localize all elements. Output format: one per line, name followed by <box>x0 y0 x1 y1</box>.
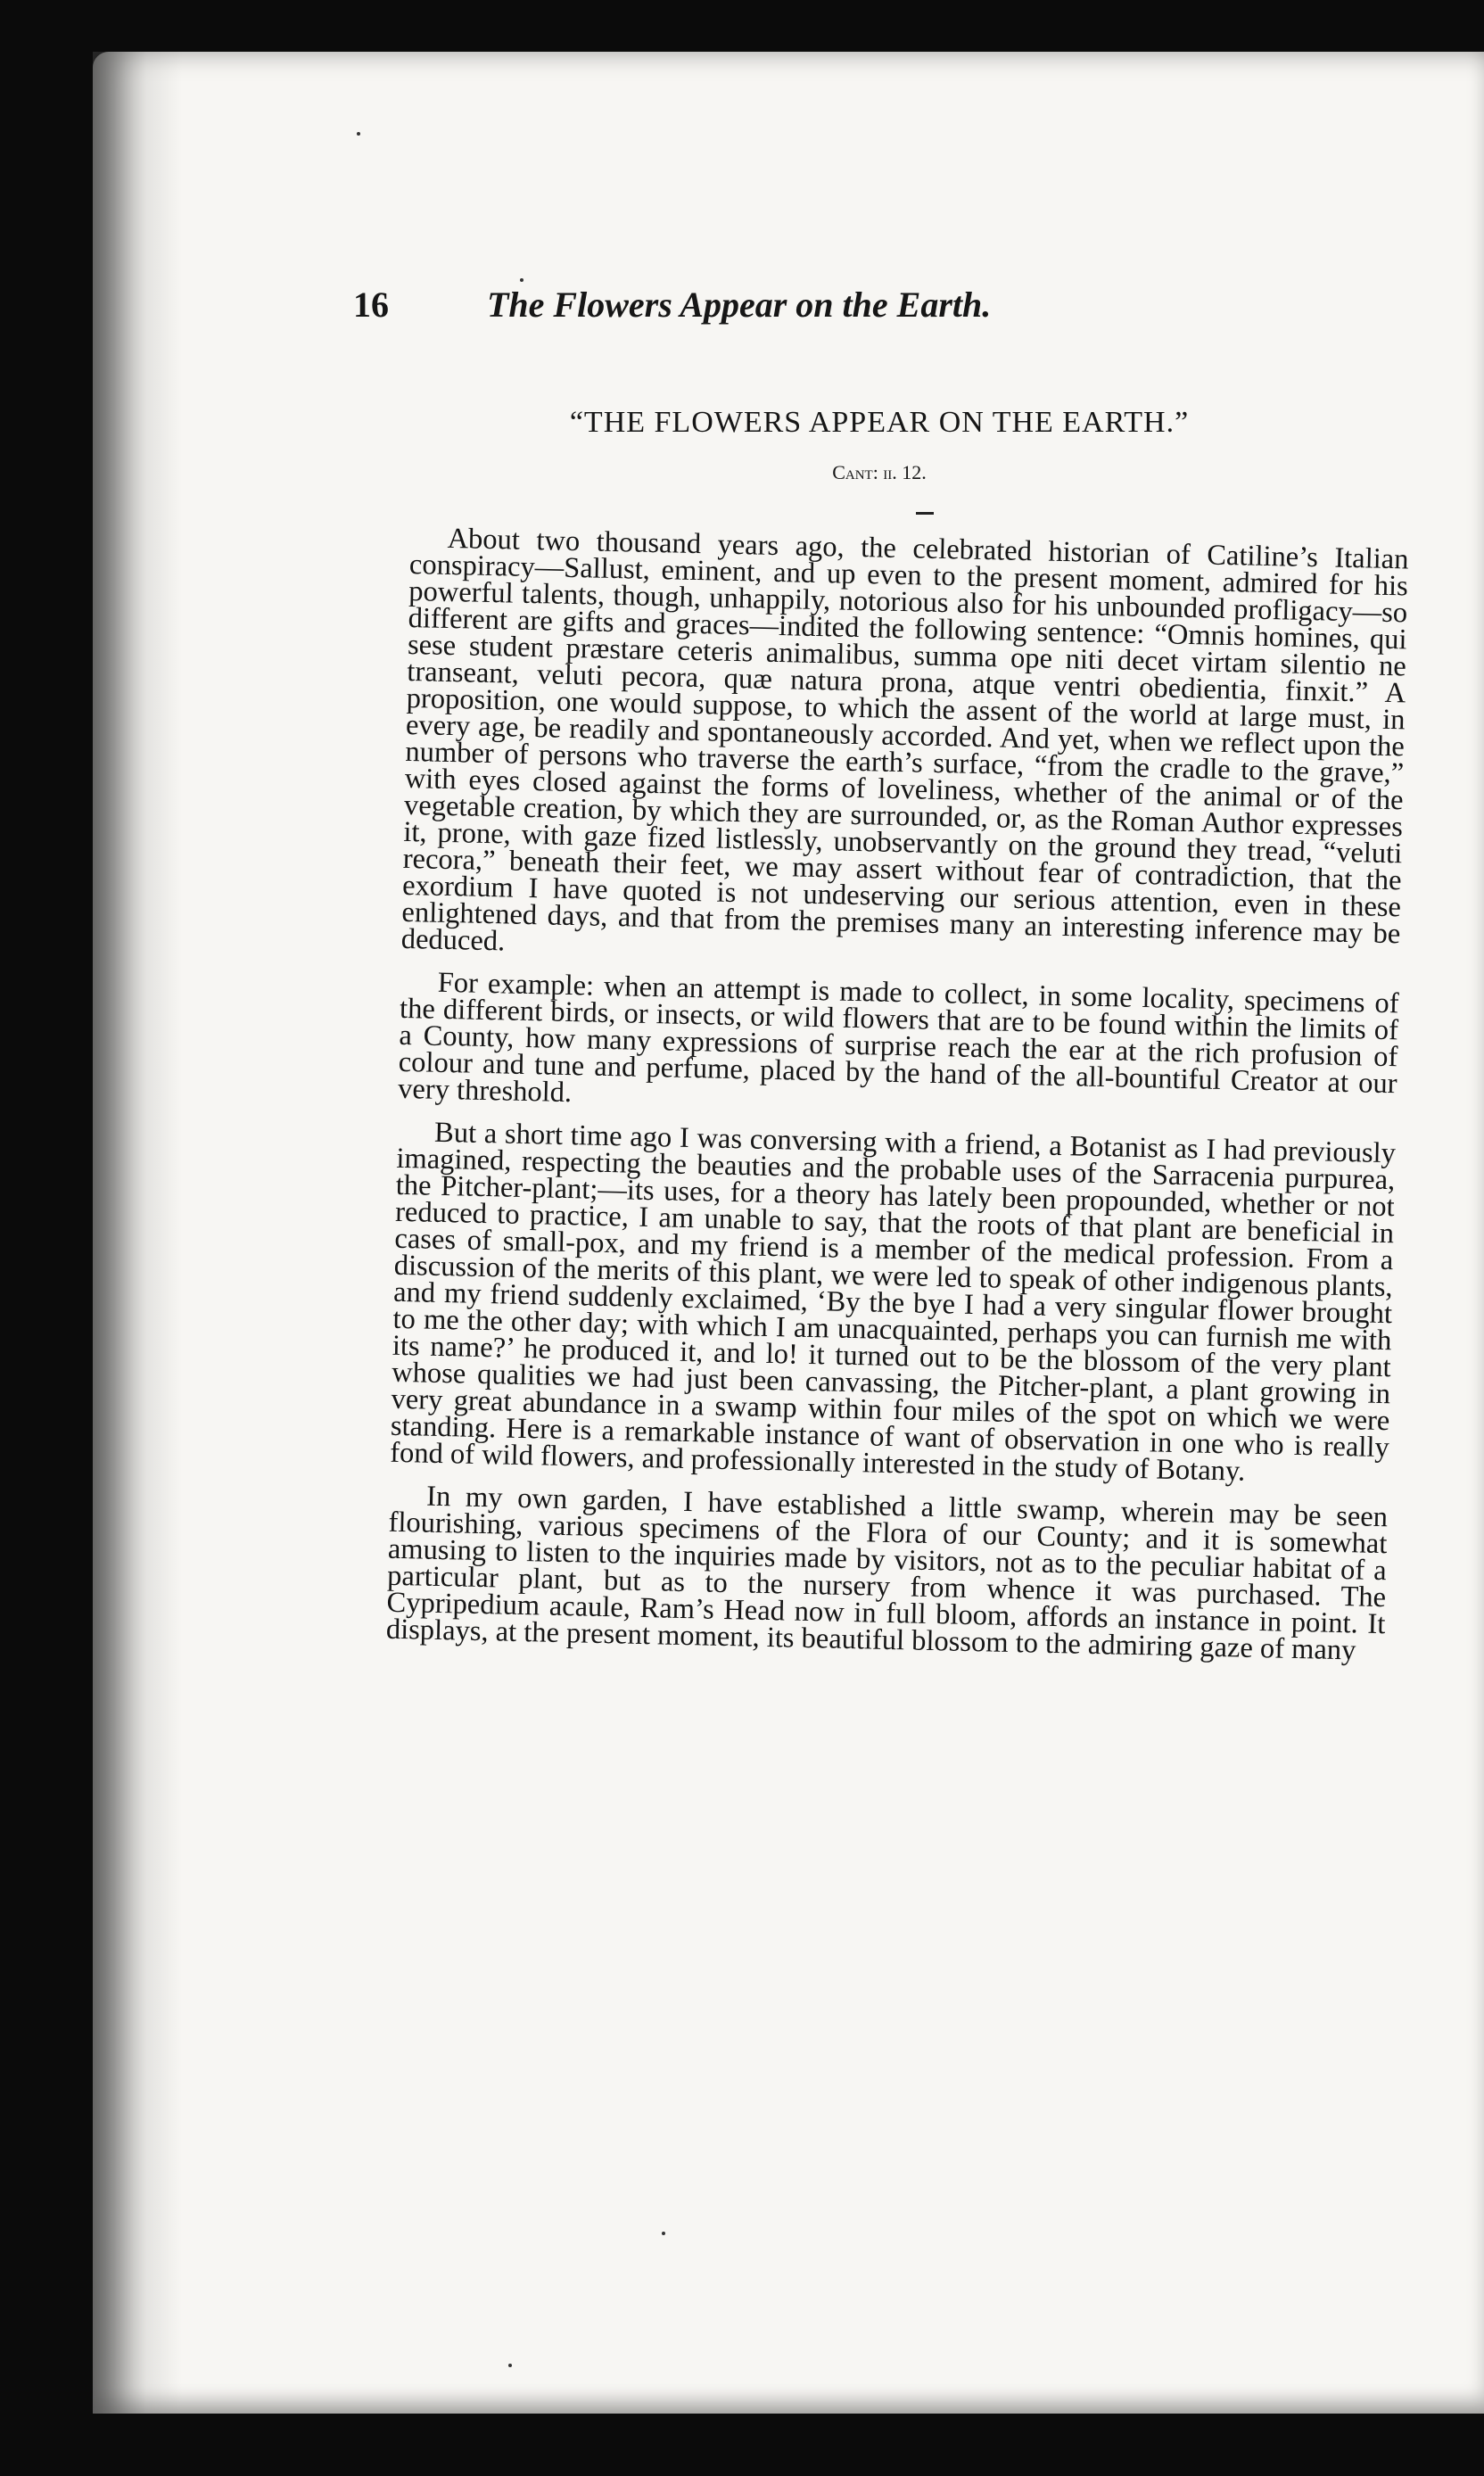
paragraph-4: In my own garden, I have established a little swamp, wherein may be seen flourishing, various specimens of the Flora of our County; and it is somewhat amusing to listen to the inquiries made by visitors, not as to the peculiar habitat of a particular plant, but as to the nursery from whence it was purchased. The Cypripedium acaule, Ram’s Head now in full bloom, affords an instance in point. It displays, at the present moment, its beautiful blossom to the admiring gaze of many <box>385 1480 1389 1667</box>
paragraph-2: For example: when an attempt is made to collect, in some locality, specimens of the different birds, or insects, or wild flowers that are to be found within the limits of a County, how many expressions of surprise reach the ear at the rich profusion of colour and tune and perfume, placed by the hand of the all-bountiful Creator at our very threshold. <box>397 966 1399 1110</box>
paper-speck <box>357 132 360 136</box>
paragraph-3: But a short time ago I was conversing with a friend, a Botanist as I had previously imagined, respecting the beauties and the probable uses of the Sarracenia purpurea, the Pitcher-plant;—its uses, for a theory has lately been propounded, whether or not reduced to practice, I am unable to say, that the roots of that plant are beneficial in cases of small-pox, and my friend is a member of the medical profession. From a discussion of the merits of this plant, we were led to speak of other indigenous plants, and my friend suddenly exclaimed, ‘By the bye I had a very singular flower brought to me the other day; with which I am unacquainted, perhaps you can furnish me with its name?’ he produced it, and lo! it turned out to be the blossom of the very plant whose qualities we had just been canvassing, the Pitcher-plant, a plant growing in very great abundance in a swamp within four miles of the spot on which we were standing. Here is a remarkable instance of want of observation in one who is really fond of wild flowers, and professionally interested in the study of Botany. <box>389 1116 1397 1488</box>
body-text <box>385 524 1408 1680</box>
paragraph-1: About two thousand years ago, the celebrated historian of Catiline’s Italian conspiracy—Sallust, eminent, and up even to the present moment, admired for his powerful talents, though, unhappily, notorious also for his unbounded profligacy—so different are gifts and graces—indited the following sentence: “Omnis homines, qui sese student præstare ceteris animalibus, summa ope niti decet virtam silentio ne transeant, veluti pecora, quæ natura prona, atque ventri obedientia, finxit.” A proposition, one would suppose, to which the assent of the world at large must, in every age, be readily and spontaneously accorded. And yet, when we reflect upon the number of persons who traverse the earth’s surface, “from the cradle to the grave,” with eyes closed against the forms of loveliness, whether of the animal or of the vegetable creation, by which they are surrounded, or, as the Roman Author expresses it, prone, with gaze fized listlessly, unobservantly on the ground they tread, “veluti recora,” beneath their feet, we may assert without fear of contradiction, that the exordium I have quoted is not undeserving our serious attention, even in these enlightened days, and that from the premises many an interesting inference may be deduced. <box>400 522 1409 958</box>
paper-speck <box>508 2364 512 2367</box>
scripture-citation: Cant: ii. 12. <box>832 461 927 483</box>
binding-shadow <box>93 52 182 2414</box>
title-rule <box>916 512 934 515</box>
paper-speck <box>662 2232 665 2235</box>
running-head: The Flowers Appear on the Earth. <box>487 285 992 325</box>
paper-speck <box>520 278 524 282</box>
chapter-title: “THE FLOWERS APPEAR ON THE EARTH.” <box>569 406 1190 439</box>
page-header <box>353 284 1200 337</box>
page-number: 16 <box>353 285 389 325</box>
